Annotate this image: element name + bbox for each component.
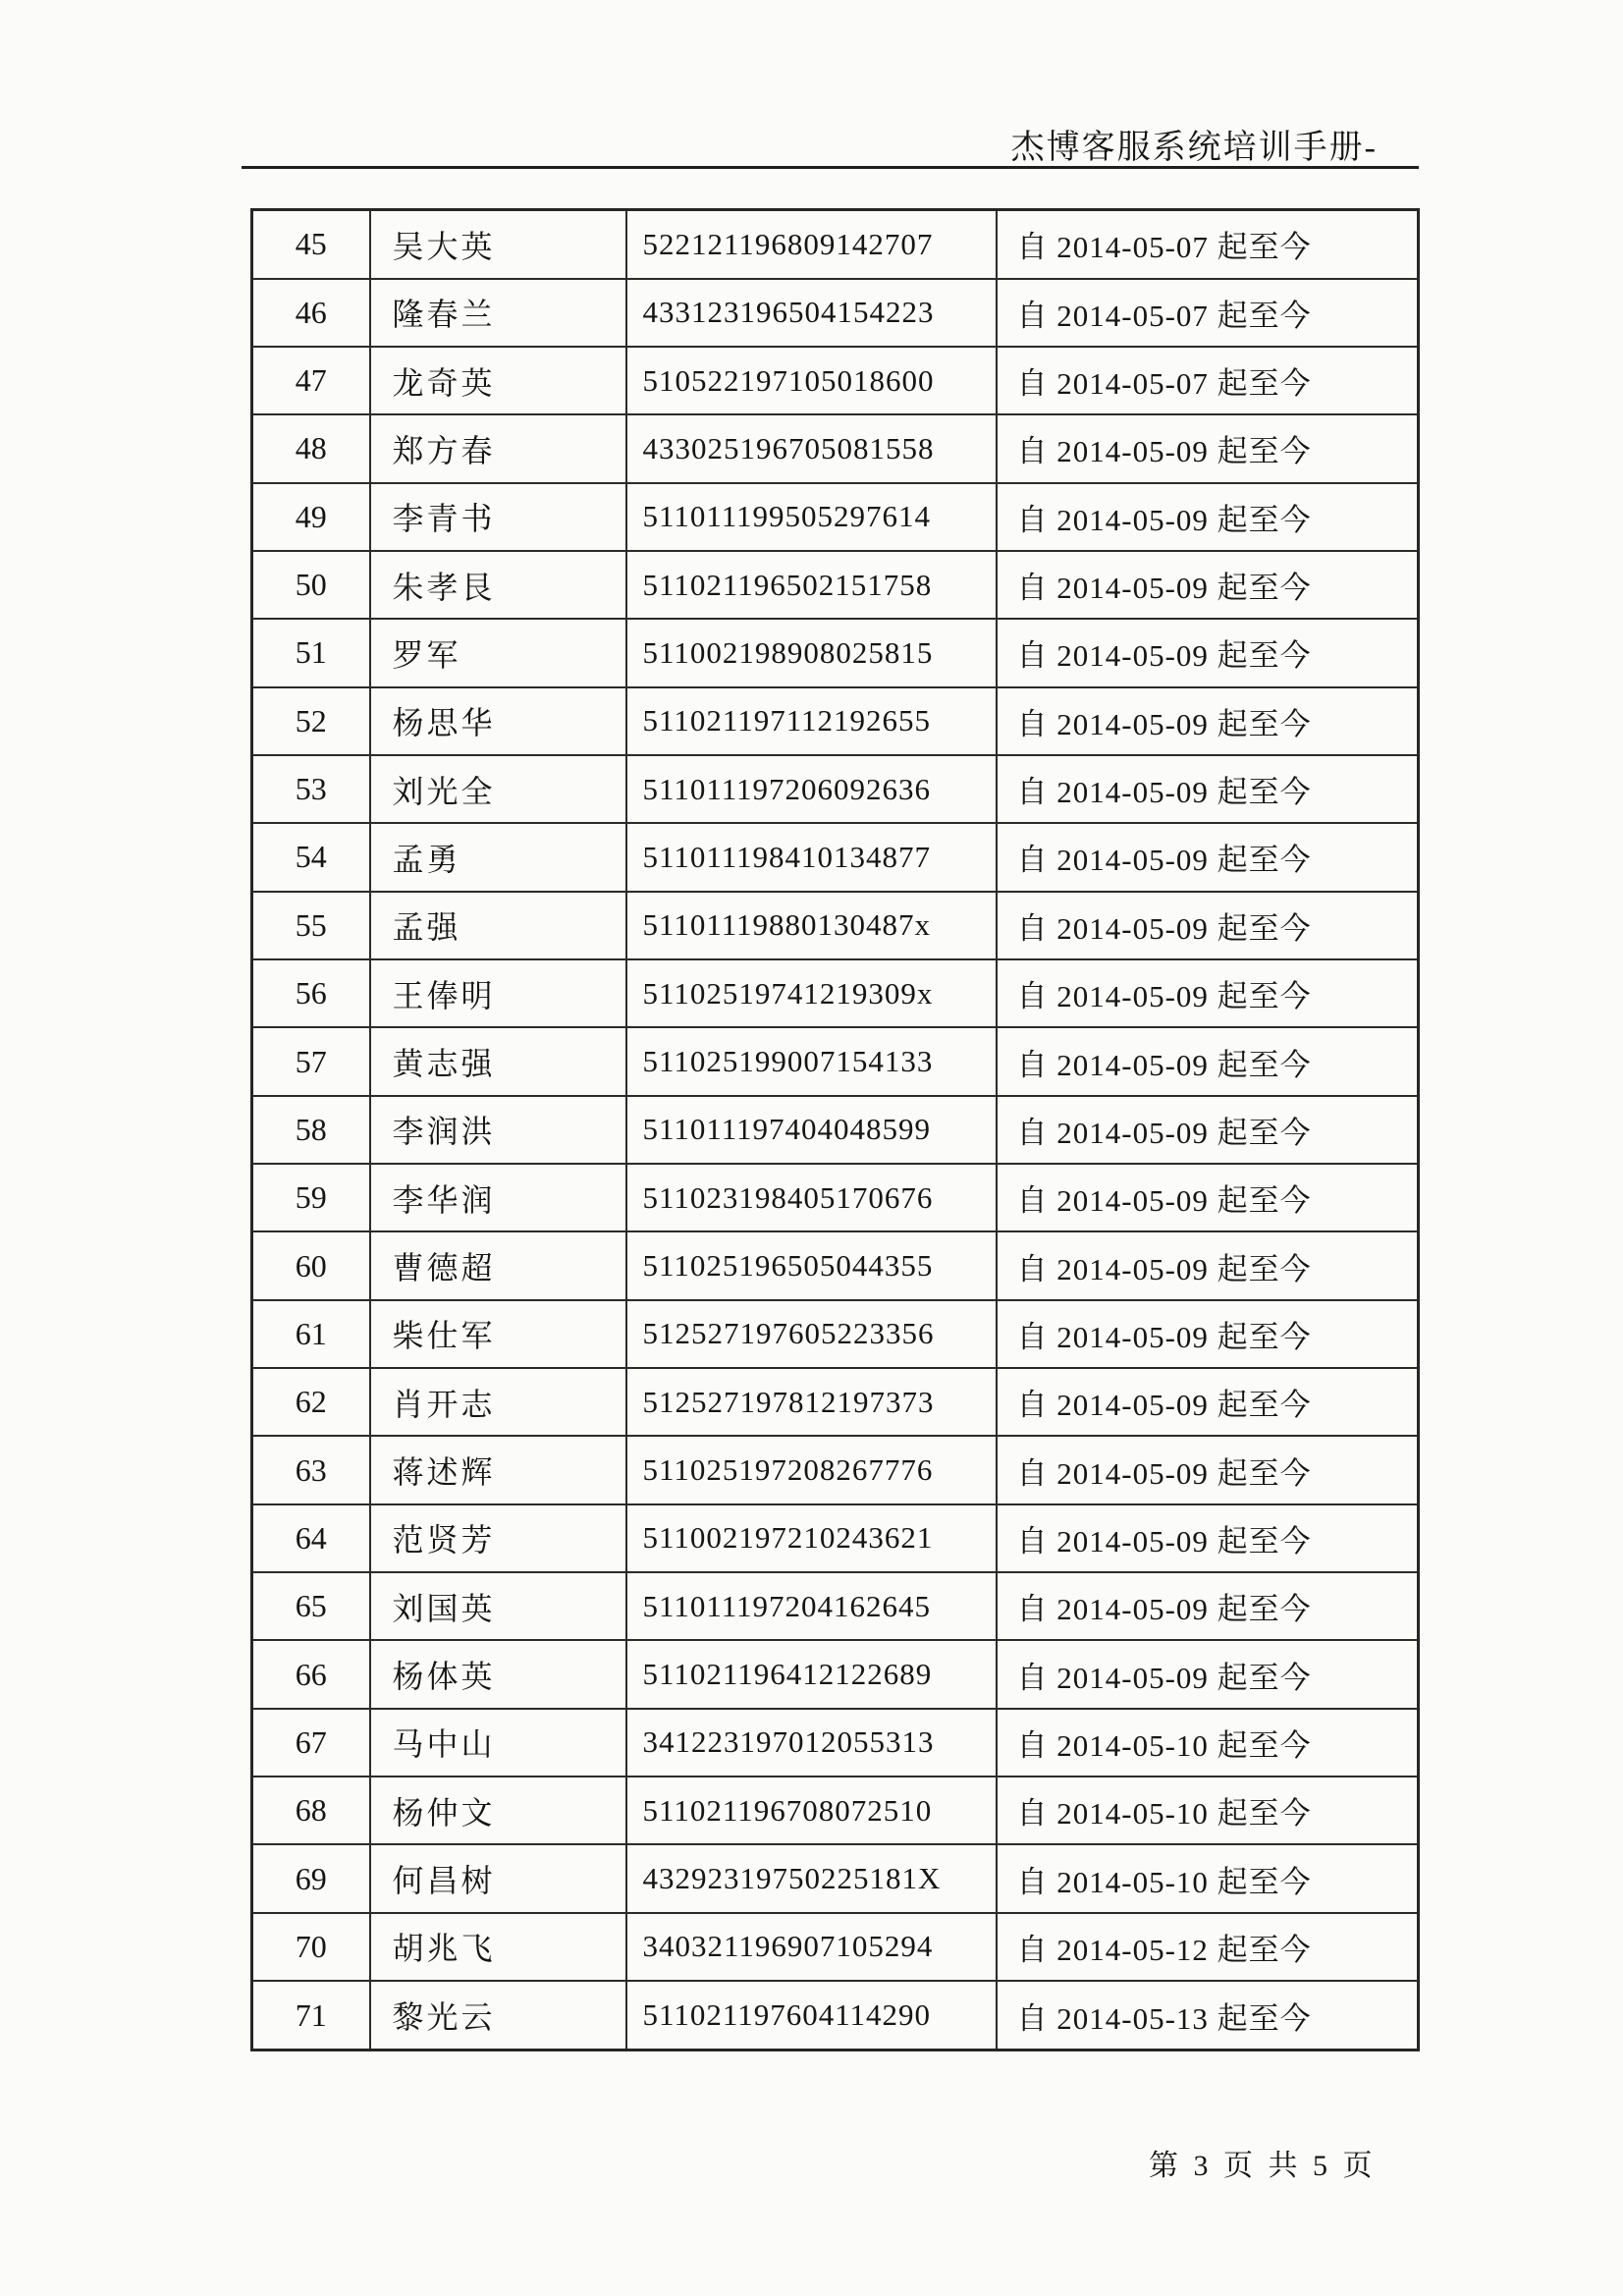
- table-row: [252, 755, 1419, 823]
- header-underline: [242, 166, 1419, 169]
- table-row: [252, 1640, 1419, 1708]
- table-row: [252, 619, 1419, 686]
- name-cell: 李青书: [370, 483, 626, 551]
- table-row: [252, 414, 1419, 482]
- id-number-cell: 511011197404048599: [626, 1096, 997, 1164]
- table-row: [252, 1777, 1419, 1844]
- period-cell: 自 2014-05-10 起至今: [997, 1844, 1419, 1912]
- row-number-cell: 71: [252, 1981, 370, 2050]
- id-number-cell: 511021196708072510: [626, 1777, 997, 1844]
- table-row: [252, 1504, 1419, 1572]
- id-number-cell: 511011197206092636: [626, 755, 997, 823]
- id-number-cell: 512527197812197373: [626, 1368, 997, 1436]
- name-cell: 刘国英: [370, 1572, 626, 1640]
- row-number-cell: 48: [252, 414, 370, 482]
- row-number-cell: 59: [252, 1164, 370, 1231]
- table-row: [252, 1027, 1419, 1095]
- period-cell: 自 2014-05-07 起至今: [997, 347, 1419, 414]
- period-cell: 自 2014-05-07 起至今: [997, 210, 1419, 279]
- period-cell: 自 2014-05-09 起至今: [997, 1572, 1419, 1640]
- period-cell: 自 2014-05-09 起至今: [997, 1368, 1419, 1436]
- period-cell: 自 2014-05-09 起至今: [997, 619, 1419, 686]
- table-row: [252, 959, 1419, 1027]
- id-number-cell: 433123196504154223: [626, 279, 997, 347]
- name-cell: 吴大英: [370, 210, 626, 279]
- name-cell: 黄志强: [370, 1027, 626, 1095]
- row-number-cell: 60: [252, 1231, 370, 1299]
- id-number-cell: 511021196502151758: [626, 551, 997, 619]
- table-row: [252, 892, 1419, 959]
- name-cell: 罗军: [370, 619, 626, 686]
- period-cell: 自 2014-05-09 起至今: [997, 959, 1419, 1027]
- id-number-cell: 511011197204162645: [626, 1572, 997, 1640]
- period-cell: 自 2014-05-09 起至今: [997, 1096, 1419, 1164]
- id-number-cell: 511025197208267776: [626, 1436, 997, 1503]
- table-row: [252, 1368, 1419, 1436]
- table-row: [252, 551, 1419, 619]
- period-cell: 自 2014-05-09 起至今: [997, 1027, 1419, 1095]
- id-number-cell: 511021197112192655: [626, 687, 997, 755]
- document-header-title: 杰博客服系统培训手册-: [1010, 130, 1378, 166]
- row-number-cell: 70: [252, 1913, 370, 1981]
- name-cell: 柴仕军: [370, 1300, 626, 1368]
- table-row: [252, 1096, 1419, 1164]
- name-cell: 龙奇英: [370, 347, 626, 414]
- table-row: [252, 823, 1419, 891]
- id-number-cell: 511023198405170676: [626, 1164, 997, 1231]
- name-cell: 范贤芳: [370, 1504, 626, 1572]
- name-cell: 李润洪: [370, 1096, 626, 1164]
- table-row: [252, 1981, 1419, 2050]
- row-number-cell: 53: [252, 755, 370, 823]
- table-row: [252, 347, 1419, 414]
- row-number-cell: 50: [252, 551, 370, 619]
- row-number-cell: 62: [252, 1368, 370, 1436]
- period-cell: 自 2014-05-12 起至今: [997, 1913, 1419, 1981]
- table-row: [252, 687, 1419, 755]
- table-row: [252, 1164, 1419, 1231]
- name-cell: 胡兆飞: [370, 1913, 626, 1981]
- period-cell: 自 2014-05-09 起至今: [997, 755, 1419, 823]
- table-row: [252, 1844, 1419, 1912]
- period-cell: 自 2014-05-13 起至今: [997, 1981, 1419, 2050]
- id-number-cell: 51101119880130487x: [626, 892, 997, 959]
- table-row: [252, 483, 1419, 551]
- name-cell: 何昌树: [370, 1844, 626, 1912]
- id-number-cell: 433025196705081558: [626, 414, 997, 482]
- period-cell: 自 2014-05-09 起至今: [997, 1300, 1419, 1368]
- table-row: [252, 1572, 1419, 1640]
- id-number-cell: 340321196907105294: [626, 1913, 997, 1981]
- period-cell: 自 2014-05-09 起至今: [997, 1436, 1419, 1503]
- roster-table-body: [252, 210, 1419, 2050]
- id-number-cell: 522121196809142707: [626, 210, 997, 279]
- row-number-cell: 51: [252, 619, 370, 686]
- table-row: [252, 210, 1419, 279]
- name-cell: 李华润: [370, 1164, 626, 1231]
- id-number-cell: 512527197605223356: [626, 1300, 997, 1368]
- row-number-cell: 68: [252, 1777, 370, 1844]
- name-cell: 杨思华: [370, 687, 626, 755]
- name-cell: 杨体英: [370, 1640, 626, 1708]
- row-number-cell: 58: [252, 1096, 370, 1164]
- row-number-cell: 64: [252, 1504, 370, 1572]
- id-number-cell: 511025196505044355: [626, 1231, 997, 1299]
- period-cell: 自 2014-05-09 起至今: [997, 823, 1419, 891]
- row-number-cell: 66: [252, 1640, 370, 1708]
- id-number-cell: 51102519741219309x: [626, 959, 997, 1027]
- row-number-cell: 57: [252, 1027, 370, 1095]
- name-cell: 杨仲文: [370, 1777, 626, 1844]
- table-row: [252, 1300, 1419, 1368]
- id-number-cell: 510522197105018600: [626, 347, 997, 414]
- id-number-cell: 43292319750225181X: [626, 1844, 997, 1912]
- name-cell: 朱孝艮: [370, 551, 626, 619]
- table-row: [252, 1231, 1419, 1299]
- id-number-cell: 511011199505297614: [626, 483, 997, 551]
- row-number-cell: 65: [252, 1572, 370, 1640]
- id-number-cell: 511002197210243621: [626, 1504, 997, 1572]
- name-cell: 孟强: [370, 892, 626, 959]
- period-cell: 自 2014-05-10 起至今: [997, 1777, 1419, 1844]
- id-number-cell: 341223197012055313: [626, 1709, 997, 1777]
- name-cell: 郑方春: [370, 414, 626, 482]
- row-number-cell: 61: [252, 1300, 370, 1368]
- name-cell: 孟勇: [370, 823, 626, 891]
- period-cell: 自 2014-05-09 起至今: [997, 483, 1419, 551]
- period-cell: 自 2014-05-09 起至今: [997, 1164, 1419, 1231]
- row-number-cell: 67: [252, 1709, 370, 1777]
- name-cell: 黎光云: [370, 1981, 626, 2050]
- name-cell: 马中山: [370, 1709, 626, 1777]
- period-cell: 自 2014-05-07 起至今: [997, 279, 1419, 347]
- name-cell: 肖开志: [370, 1368, 626, 1436]
- period-cell: 自 2014-05-09 起至今: [997, 1504, 1419, 1572]
- row-number-cell: 69: [252, 1844, 370, 1912]
- id-number-cell: 511025199007154133: [626, 1027, 997, 1095]
- period-cell: 自 2014-05-10 起至今: [997, 1709, 1419, 1777]
- period-cell: 自 2014-05-09 起至今: [997, 414, 1419, 482]
- personnel-roster-table: [250, 208, 1420, 2051]
- table-row: [252, 1709, 1419, 1777]
- page-number-indicator: 第 3 页 共 5 页: [1149, 2150, 1377, 2182]
- period-cell: 自 2014-05-09 起至今: [997, 551, 1419, 619]
- name-cell: 蒋述辉: [370, 1436, 626, 1503]
- row-number-cell: 49: [252, 483, 370, 551]
- name-cell: 曹德超: [370, 1231, 626, 1299]
- id-number-cell: 511021196412122689: [626, 1640, 997, 1708]
- table-row: [252, 1913, 1419, 1981]
- period-cell: 自 2014-05-09 起至今: [997, 892, 1419, 959]
- id-number-cell: 511021197604114290: [626, 1981, 997, 2050]
- name-cell: 刘光全: [370, 755, 626, 823]
- name-cell: 隆春兰: [370, 279, 626, 347]
- table-row: [252, 1436, 1419, 1503]
- row-number-cell: 54: [252, 823, 370, 891]
- name-cell: 王俸明: [370, 959, 626, 1027]
- row-number-cell: 52: [252, 687, 370, 755]
- id-number-cell: 511011198410134877: [626, 823, 997, 891]
- row-number-cell: 63: [252, 1436, 370, 1503]
- row-number-cell: 56: [252, 959, 370, 1027]
- row-number-cell: 46: [252, 279, 370, 347]
- period-cell: 自 2014-05-09 起至今: [997, 1640, 1419, 1708]
- period-cell: 自 2014-05-09 起至今: [997, 687, 1419, 755]
- id-number-cell: 511002198908025815: [626, 619, 997, 686]
- row-number-cell: 55: [252, 892, 370, 959]
- table-row: [252, 279, 1419, 347]
- row-number-cell: 45: [252, 210, 370, 279]
- row-number-cell: 47: [252, 347, 370, 414]
- period-cell: 自 2014-05-09 起至今: [997, 1231, 1419, 1299]
